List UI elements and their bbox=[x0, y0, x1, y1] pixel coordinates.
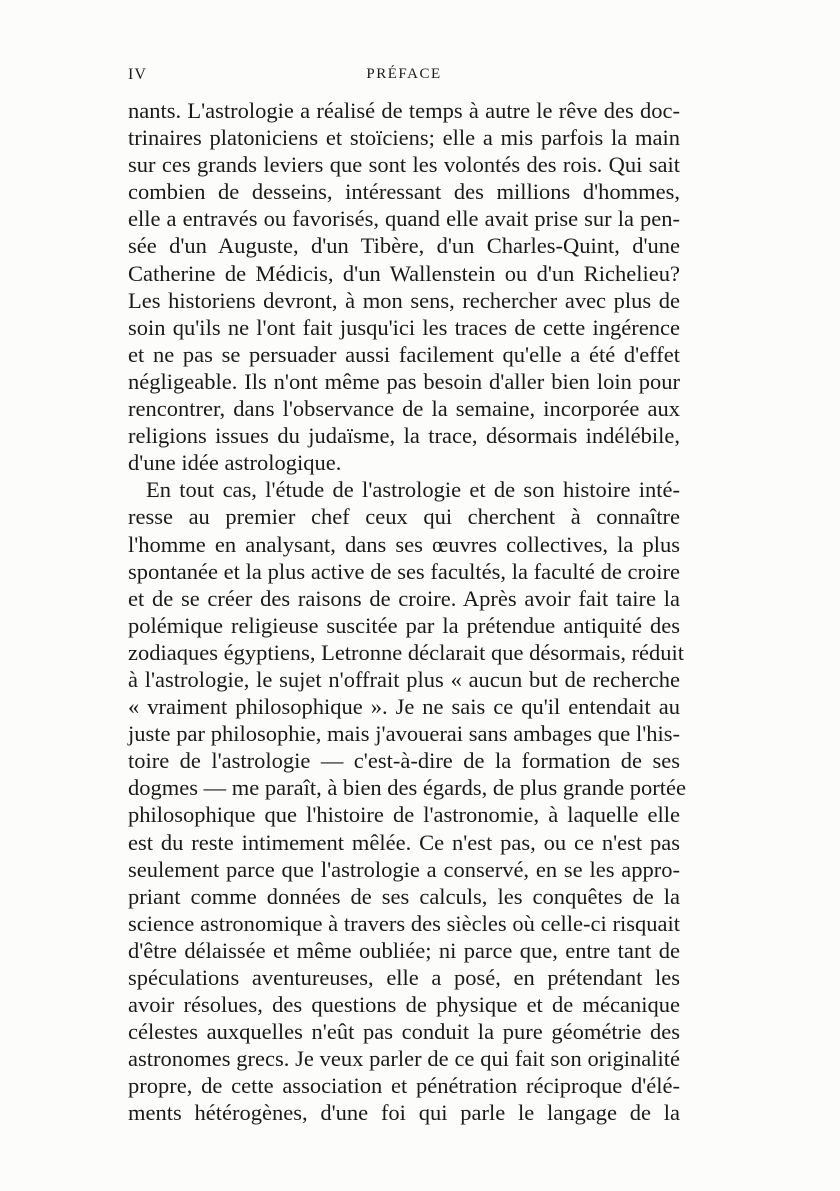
text-line: combien de desseins, intéressant des millions d'hommes, bbox=[128, 179, 680, 205]
text-line: seulement parce que l'astrologie a conservé, en se les appro- bbox=[128, 856, 680, 882]
text-line: soin qu'ils ne l'ont fait jusqu'ici les traces de cette ingérence bbox=[128, 314, 680, 340]
text-line: philosophique que l'histoire de l'astronomie, à laquelle elle bbox=[128, 802, 680, 828]
body-text bbox=[128, 97, 686, 1127]
text-line: spontanée et la plus active de ses facultés, la faculté de croire bbox=[128, 558, 680, 584]
text-line: et ne pas se persuader aussi facilement qu'elle a été d'effet bbox=[128, 341, 680, 367]
text-line: trinaires platoniciens et stoïciens; elle a mis parfois la main bbox=[128, 125, 680, 151]
text-line: zodiaques égyptiens, Letronne déclarait que désormais, réduit bbox=[128, 639, 685, 665]
text-line: polémique religieuse suscitée par la prétendue antiquité des bbox=[128, 612, 680, 638]
text-line: célestes auxquelles n'eût pas conduit la pure géométrie des bbox=[128, 1019, 680, 1045]
text-line: l'homme en analysant, dans ses œuvres collectives, la plus bbox=[128, 531, 680, 557]
text-line: dogmes — me paraît, à bien des égards, de plus grande portée bbox=[128, 775, 686, 801]
page-number: IV bbox=[128, 66, 147, 83]
text-line: rencontrer, dans l'observance de la semaine, incorporée aux bbox=[128, 396, 680, 422]
text-line: à l'astrologie, le sujet n'offrait plus « aucun but de recherche bbox=[128, 666, 680, 692]
text-line: est du reste intimement mêlée. Ce n'est pas, ou ce n'est pas bbox=[128, 829, 680, 855]
text-line: religions issues du judaïsme, la trace, désormais indélébile, bbox=[128, 423, 680, 449]
text-line: négligeable. Ils n'ont même pas besoin d'aller bien loin pour bbox=[128, 368, 680, 394]
page-header bbox=[128, 66, 680, 90]
text-line: resse au premier chef ceux qui cherchent à connaître bbox=[128, 504, 680, 530]
text-line: ments hétérogènes, d'une foi qui parle le langage de la bbox=[128, 1100, 680, 1126]
running-title: PRÉFACE bbox=[366, 66, 442, 82]
text-line: priant comme données de ses calculs, les conquêtes de la bbox=[128, 883, 680, 909]
text-line: sée d'un Auguste, d'un Tibère, d'un Charles-Quint, d'une bbox=[128, 233, 680, 259]
text-line: juste par philosophie, mais j'avouerai sans ambages que l'his- bbox=[128, 721, 680, 747]
text-line: propre, de cette association et pénétration réciproque d'élé- bbox=[128, 1073, 680, 1099]
text-line: d'une idée astrologique. bbox=[128, 450, 342, 476]
text-line: avoir résolues, des questions de physique et de mécanique bbox=[128, 992, 680, 1018]
text-line: sur ces grands leviers que sont les volontés des rois. Qui sait bbox=[128, 152, 680, 178]
text-line: Catherine de Médicis, d'un Wallenstein ou d'un Richelieu? bbox=[128, 260, 680, 286]
text-line: d'être délaissée et même oubliée; ni parce que, entre tant de bbox=[128, 937, 680, 963]
text-line: nants. L'astrologie a réalisé de temps à autre le rêve des doc- bbox=[128, 98, 680, 123]
text-line: science astronomique à travers des siècles où celle-ci risquait bbox=[128, 910, 680, 936]
text-line: spéculations aventureuses, elle a posé, en prétendant les bbox=[128, 965, 680, 990]
text-line: En tout cas, l'étude de l'astrologie et de son histoire inté- bbox=[146, 477, 680, 503]
text-line: Les historiens devront, à mon sens, rechercher avec plus de bbox=[128, 287, 680, 313]
text-line: astronomes grecs. Je veux parler de ce qui fait son originalité bbox=[128, 1046, 680, 1072]
text-line: « vraiment philosophique ». Je ne sais ce qu'il entendait au bbox=[128, 694, 680, 720]
text-line: et de se créer des raisons de croire. Après avoir fait taire la bbox=[128, 585, 680, 611]
text-line: elle a entravés ou favorisés, quand elle avait prise sur la pen- bbox=[128, 206, 680, 232]
text-line: toire de l'astrologie — c'est-à-dire de la formation de ses bbox=[128, 748, 680, 774]
